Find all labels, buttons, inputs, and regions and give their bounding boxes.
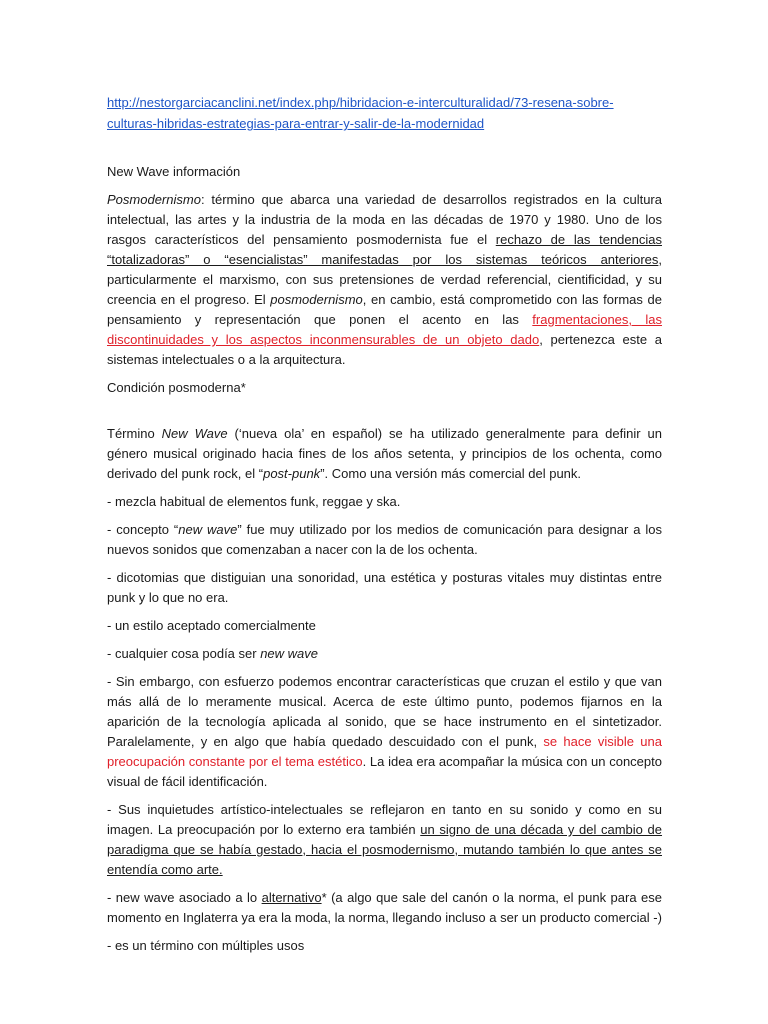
source-link-line2[interactable]: culturas-hibridas-estrategias-para-entrar-y-salir-de-la-modernidad (107, 116, 485, 131)
bullet-usos: - es un término con múltiples usos (107, 938, 305, 953)
bullet-concepto: - concepto “new wave” fue muy utilizado por los medios de comunicación para designar a los nuevos sonidos que comenzaban a nacer con la de los ochenta. (107, 522, 662, 557)
bullet-alternativo: - new wave asociado a lo alternativo* (a algo que sale del canón o la norma, el punk para ese momento en Inglaterra ya era la moda, la norma, llegando incluso a ser un producto comercial -) (107, 890, 662, 925)
bullet-inquietudes: - Sus inquietudes artístico-intelectuales se reflejaron en tanto en su sonido y como en su imagen. La preocupación por lo externo era también un signo de una década y del cambio de paradigma que se había gestado, hacia el posmodernismo, mutando también lo que antes se entendía como arte. (107, 802, 663, 877)
termino-paragraph: Término New Wave (‘nueva ola’ en español) se ha utilizado generalmente para definir un género musical originado hacia fines de los años setenta, y principios de los ochenta, como derivado del punk rock, el “post-punk”. Como una versión más comercial del punk. (107, 426, 662, 481)
bullet-cualquier: - cualquier cosa podía ser new wave (107, 646, 319, 661)
bullet-sin-embargo: - Sin embargo, con esfuerzo podemos encontrar características que cruzan el estilo y que van más allá de lo meramente musical. Acerca de este último punto, podemos fijarnos en la aparición de la tecnología aplicada al sonido, que se hace instrumento en el sintetizador. Paralelamente, y en algo que había quedado descuidado con el punk, se hace visible una preocupación constante por el tema estético. La idea era acompañar la música con un concepto visual de fácil identificación. (107, 674, 662, 789)
bullet-dicotomias: - dicotomias que distiguian una sonoridad, una estética y posturas vitales muy distintas entre punk y lo que no era. (107, 570, 662, 605)
bullet-estilo: - un estilo aceptado comercialmente (107, 618, 316, 633)
source-link-line1[interactable]: http://nestorgarciacanclini.net/index.php/hibridacion-e-interculturalidad/73-resena-sobre- (107, 95, 614, 110)
source-link[interactable] (107, 92, 662, 134)
heading: New Wave información (107, 164, 241, 179)
document-body (107, 92, 662, 964)
posmodernismo-paragraph: Posmodernismo: término que abarca una variedad de desarrollos registrados en la cultura intelectual, las artes y la industria de la moda en las décadas de 1970 y 1980. Uno de los rasgos característicos del pensamiento posmodernista fue el rechazo de las tendencias “totalizadoras” o “esencialistas” manifestadas por los sistemas teóricos anteriores, particularmente el marxismo, con sus pretensiones de verdad referencial, cientificidad, y su creencia en el progreso. El posmodernismo, en cambio, está comprometido con las formas de pensamiento y representación que ponen el acento en las fragmentaciones, las discontinuidades y los aspectos inconmensurables de un objeto dado, pertenezca este a sistemas intelectuales o a la arquitectura. (107, 192, 663, 367)
bullet-mezcla: - mezcla habitual de elementos funk, reggae y ska. (107, 494, 401, 509)
condicion-heading: Condición posmoderna* (107, 380, 246, 395)
